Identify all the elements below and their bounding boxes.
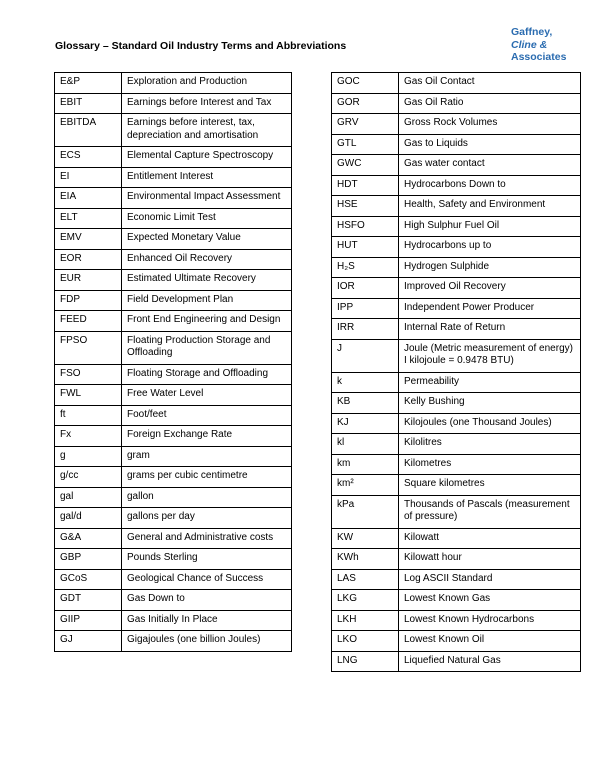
term-abbreviation: IPP bbox=[332, 298, 399, 319]
term-definition: Gigajoules (one billion Joules) bbox=[122, 631, 292, 652]
glossary-row bbox=[332, 454, 581, 475]
term-definition: grams per cubic centimetre bbox=[122, 467, 292, 488]
glossary-row bbox=[332, 590, 581, 611]
glossary-row bbox=[55, 631, 292, 652]
term-definition: Front End Engineering and Design bbox=[122, 311, 292, 332]
term-definition: Geological Chance of Success bbox=[122, 569, 292, 590]
term-abbreviation: G&A bbox=[55, 528, 122, 549]
term-definition: Estimated Ultimate Recovery bbox=[122, 270, 292, 291]
term-abbreviation: GBP bbox=[55, 549, 122, 570]
term-definition: High Sulphur Fuel Oil bbox=[399, 216, 581, 237]
glossary-row bbox=[55, 405, 292, 426]
term-abbreviation: LAS bbox=[332, 569, 399, 590]
glossary-row bbox=[332, 339, 581, 372]
glossary-row bbox=[55, 569, 292, 590]
glossary-row bbox=[55, 331, 292, 364]
glossary-row bbox=[332, 319, 581, 340]
glossary-row bbox=[332, 495, 581, 528]
term-abbreviation: H₂S bbox=[332, 257, 399, 278]
term-abbreviation: EUR bbox=[55, 270, 122, 291]
term-definition: Economic Limit Test bbox=[122, 208, 292, 229]
glossary-row bbox=[55, 229, 292, 250]
term-definition: Gas water contact bbox=[399, 155, 581, 176]
term-abbreviation: HUT bbox=[332, 237, 399, 258]
glossary-row bbox=[55, 290, 292, 311]
glossary-row bbox=[55, 93, 292, 114]
term-abbreviation: IRR bbox=[332, 319, 399, 340]
term-definition: Permeability bbox=[399, 372, 581, 393]
term-definition: Lowest Known Oil bbox=[399, 631, 581, 652]
glossary-row bbox=[55, 364, 292, 385]
term-definition: Floating Storage and Offloading bbox=[122, 364, 292, 385]
term-abbreviation: Fx bbox=[55, 426, 122, 447]
term-definition: Kilolitres bbox=[399, 434, 581, 455]
glossary-row bbox=[332, 298, 581, 319]
term-abbreviation: EIA bbox=[55, 188, 122, 209]
term-abbreviation: EOR bbox=[55, 249, 122, 270]
term-definition: gallon bbox=[122, 487, 292, 508]
glossary-row bbox=[55, 467, 292, 488]
term-abbreviation: LNG bbox=[332, 651, 399, 672]
glossary-row bbox=[55, 508, 292, 529]
term-definition: Thousands of Pascals (measurement of pressure) bbox=[399, 495, 581, 528]
glossary-row bbox=[55, 610, 292, 631]
term-abbreviation: k bbox=[332, 372, 399, 393]
glossary-table-right bbox=[331, 72, 581, 672]
glossary-row bbox=[332, 549, 581, 570]
term-definition: Gas to Liquids bbox=[399, 134, 581, 155]
term-definition: Elemental Capture Spectroscopy bbox=[122, 147, 292, 168]
term-definition: Log ASCII Standard bbox=[399, 569, 581, 590]
glossary-row bbox=[332, 475, 581, 496]
glossary-row bbox=[332, 196, 581, 217]
glossary-row bbox=[332, 569, 581, 590]
glossary-row bbox=[55, 487, 292, 508]
term-abbreviation: GWC bbox=[332, 155, 399, 176]
glossary-row bbox=[332, 155, 581, 176]
term-definition: Expected Monetary Value bbox=[122, 229, 292, 250]
term-definition: Kilometres bbox=[399, 454, 581, 475]
glossary-row bbox=[332, 528, 581, 549]
term-definition: Gross Rock Volumes bbox=[399, 114, 581, 135]
term-abbreviation: FPSO bbox=[55, 331, 122, 364]
term-abbreviation: g/cc bbox=[55, 467, 122, 488]
term-definition: Environmental Impact Assessment bbox=[122, 188, 292, 209]
glossary-row bbox=[55, 446, 292, 467]
term-definition: Kilowatt hour bbox=[399, 549, 581, 570]
term-abbreviation: FSO bbox=[55, 364, 122, 385]
term-definition: Hydrogen Sulphide bbox=[399, 257, 581, 278]
term-abbreviation: GJ bbox=[55, 631, 122, 652]
logo-line-3: Associates bbox=[511, 51, 567, 63]
glossary-row bbox=[332, 651, 581, 672]
term-definition: Gas Initially In Place bbox=[122, 610, 292, 631]
glossary-row bbox=[332, 237, 581, 258]
term-definition: Field Development Plan bbox=[122, 290, 292, 311]
term-definition: Hydrocarbons up to bbox=[399, 237, 581, 258]
glossary-row bbox=[55, 549, 292, 570]
glossary-row bbox=[55, 73, 292, 94]
page-title: Glossary – Standard Oil Industry Terms and Abbreviations bbox=[55, 40, 347, 52]
term-abbreviation: GDT bbox=[55, 590, 122, 611]
term-abbreviation: GOC bbox=[332, 73, 399, 94]
logo-line-1: Gaffney, bbox=[511, 26, 553, 38]
term-definition: Internal Rate of Return bbox=[399, 319, 581, 340]
term-definition: Gas Oil Ratio bbox=[399, 93, 581, 114]
glossary-row bbox=[332, 134, 581, 155]
term-definition: gram bbox=[122, 446, 292, 467]
term-definition: Foreign Exchange Rate bbox=[122, 426, 292, 447]
term-abbreviation: EI bbox=[55, 167, 122, 188]
term-definition: Kelly Bushing bbox=[399, 393, 581, 414]
term-definition: Health, Safety and Environment bbox=[399, 196, 581, 217]
company-logo bbox=[511, 26, 581, 64]
glossary-row bbox=[332, 393, 581, 414]
glossary-row bbox=[55, 270, 292, 291]
term-abbreviation: FEED bbox=[55, 311, 122, 332]
glossary-row bbox=[55, 528, 292, 549]
term-abbreviation: g bbox=[55, 446, 122, 467]
term-abbreviation: EBIT bbox=[55, 93, 122, 114]
term-abbreviation: kPa bbox=[332, 495, 399, 528]
term-abbreviation: ELT bbox=[55, 208, 122, 229]
glossary-row bbox=[332, 175, 581, 196]
term-abbreviation: J bbox=[332, 339, 399, 372]
term-abbreviation: ECS bbox=[55, 147, 122, 168]
term-abbreviation: km² bbox=[332, 475, 399, 496]
glossary-row bbox=[332, 73, 581, 94]
logo-line-2: Cline & bbox=[511, 38, 548, 51]
term-abbreviation: HSFO bbox=[332, 216, 399, 237]
term-definition: Independent Power Producer bbox=[399, 298, 581, 319]
term-definition: Free Water Level bbox=[122, 385, 292, 406]
term-abbreviation: LKO bbox=[332, 631, 399, 652]
term-abbreviation: EBITDA bbox=[55, 114, 122, 147]
term-definition: Kilojoules (one Thousand Joules) bbox=[399, 413, 581, 434]
term-abbreviation: FDP bbox=[55, 290, 122, 311]
term-abbreviation: EMV bbox=[55, 229, 122, 250]
glossary-table-left bbox=[54, 72, 292, 652]
term-definition: Kilowatt bbox=[399, 528, 581, 549]
term-abbreviation: kl bbox=[332, 434, 399, 455]
term-abbreviation: ft bbox=[55, 405, 122, 426]
glossary-row bbox=[55, 426, 292, 447]
term-definition: Hydrocarbons Down to bbox=[399, 175, 581, 196]
term-definition: Improved Oil Recovery bbox=[399, 278, 581, 299]
glossary-row bbox=[332, 278, 581, 299]
term-definition: Earnings before Interest and Tax bbox=[122, 93, 292, 114]
glossary-row bbox=[332, 257, 581, 278]
term-definition: Earnings before interest, tax, depreciation and amortisation bbox=[122, 114, 292, 147]
term-definition: Lowest Known Gas bbox=[399, 590, 581, 611]
glossary-row bbox=[332, 216, 581, 237]
term-abbreviation: LKG bbox=[332, 590, 399, 611]
glossary-row bbox=[55, 249, 292, 270]
term-abbreviation: HDT bbox=[332, 175, 399, 196]
term-definition: Gas Oil Contact bbox=[399, 73, 581, 94]
term-abbreviation: gal bbox=[55, 487, 122, 508]
term-abbreviation: GIIP bbox=[55, 610, 122, 631]
glossary-row bbox=[55, 385, 292, 406]
term-definition: Gas Down to bbox=[122, 590, 292, 611]
term-abbreviation: HSE bbox=[332, 196, 399, 217]
term-abbreviation: IOR bbox=[332, 278, 399, 299]
term-definition: Lowest Known Hydrocarbons bbox=[399, 610, 581, 631]
term-definition: gallons per day bbox=[122, 508, 292, 529]
term-definition: Entitlement Interest bbox=[122, 167, 292, 188]
term-abbreviation: KW bbox=[332, 528, 399, 549]
term-definition: Exploration and Production bbox=[122, 73, 292, 94]
glossary-row bbox=[332, 114, 581, 135]
term-abbreviation: FWL bbox=[55, 385, 122, 406]
term-definition: Foot/feet bbox=[122, 405, 292, 426]
term-definition: General and Administrative costs bbox=[122, 528, 292, 549]
term-definition: Floating Production Storage and Offloading bbox=[122, 331, 292, 364]
term-abbreviation: GCoS bbox=[55, 569, 122, 590]
glossary-row bbox=[332, 434, 581, 455]
glossary-row bbox=[332, 413, 581, 434]
glossary-row bbox=[55, 114, 292, 147]
glossary-row bbox=[55, 208, 292, 229]
term-definition: Liquefied Natural Gas bbox=[399, 651, 581, 672]
term-definition: Square kilometres bbox=[399, 475, 581, 496]
term-definition: Joule (Metric measurement of energy) I kilojoule = 0.9478 BTU) bbox=[399, 339, 581, 372]
term-abbreviation: E&P bbox=[55, 73, 122, 94]
glossary-row bbox=[55, 167, 292, 188]
term-abbreviation: km bbox=[332, 454, 399, 475]
glossary-row bbox=[55, 590, 292, 611]
term-abbreviation: GOR bbox=[332, 93, 399, 114]
term-abbreviation: KWh bbox=[332, 549, 399, 570]
term-abbreviation: KJ bbox=[332, 413, 399, 434]
term-abbreviation: gal/d bbox=[55, 508, 122, 529]
glossary-row bbox=[332, 631, 581, 652]
term-abbreviation: KB bbox=[332, 393, 399, 414]
glossary-row bbox=[332, 93, 581, 114]
glossary-row bbox=[55, 188, 292, 209]
term-definition: Enhanced Oil Recovery bbox=[122, 249, 292, 270]
term-definition: Pounds Sterling bbox=[122, 549, 292, 570]
glossary-row bbox=[332, 610, 581, 631]
term-abbreviation: GTL bbox=[332, 134, 399, 155]
glossary-row bbox=[332, 372, 581, 393]
term-abbreviation: LKH bbox=[332, 610, 399, 631]
term-abbreviation: GRV bbox=[332, 114, 399, 135]
glossary-row bbox=[55, 311, 292, 332]
glossary-row bbox=[55, 147, 292, 168]
